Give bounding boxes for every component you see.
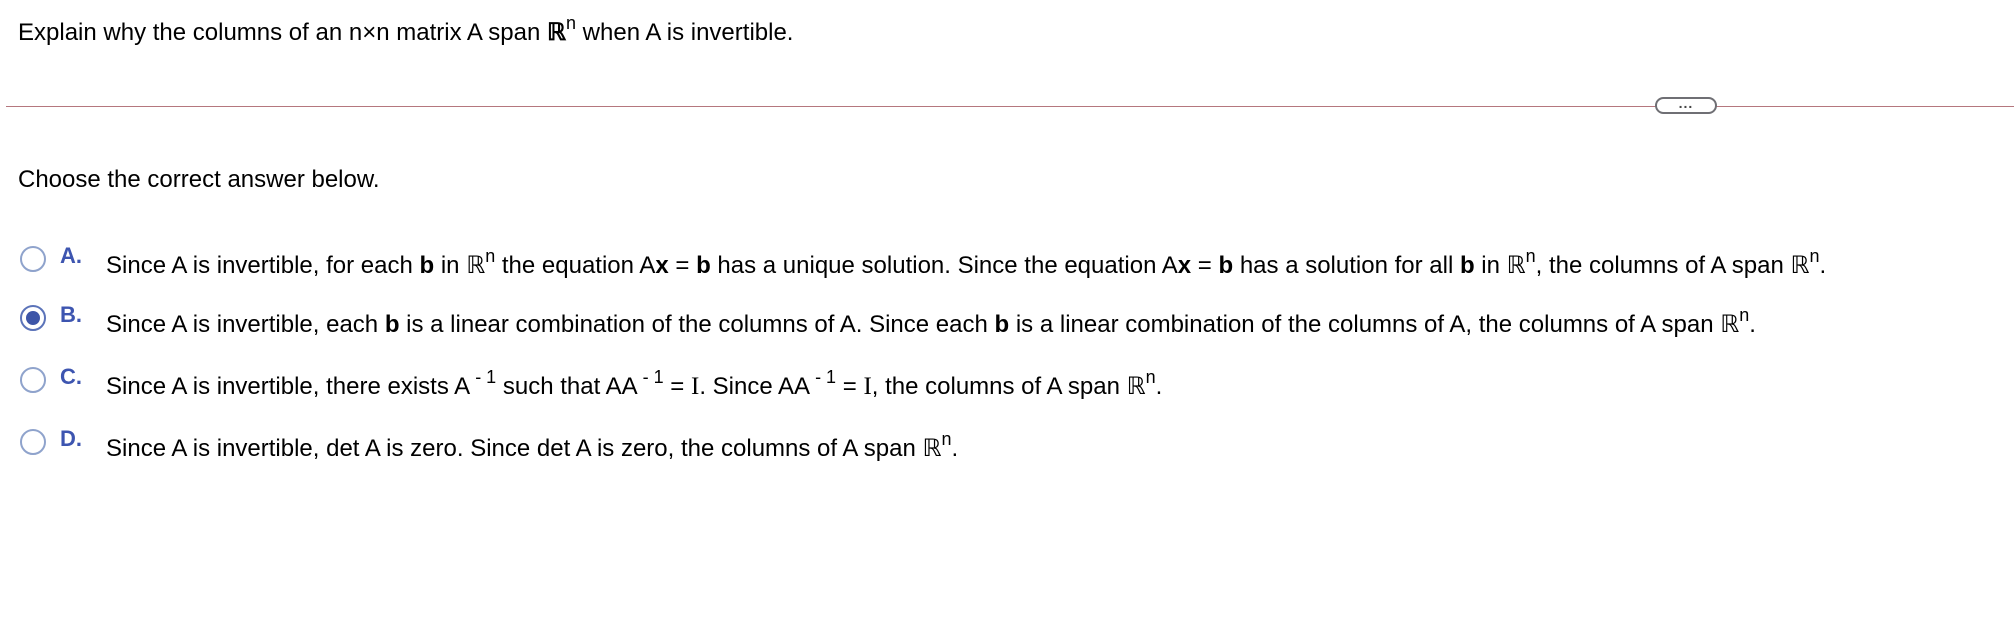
superscript-n: n xyxy=(1739,305,1750,325)
text-fragment: = xyxy=(663,373,691,400)
vector-b: b xyxy=(696,252,711,279)
text-fragment: Since A is invertible, each xyxy=(106,311,385,338)
option-text xyxy=(106,246,1827,280)
vector-x: x xyxy=(1177,252,1192,279)
vector-b: b xyxy=(1218,252,1234,279)
option-letter: D. xyxy=(60,426,82,451)
superscript-n: n xyxy=(1525,246,1536,266)
question-text-part: when A is invertible. xyxy=(576,19,794,46)
real-numbers-symbol: ℝ xyxy=(1720,311,1740,338)
radio-button-a[interactable] xyxy=(20,246,46,272)
radio-button-b[interactable] xyxy=(20,305,46,331)
superscript-n: n xyxy=(485,246,496,266)
text-fragment: = xyxy=(836,373,864,400)
text-fragment: = xyxy=(1191,252,1219,279)
vector-b: b xyxy=(419,252,435,279)
text-fragment: is a linear combination of the columns of A, the columns of A span xyxy=(1009,311,1721,338)
real-numbers-symbol: ℝ xyxy=(546,19,566,46)
real-numbers-symbol: ℝ xyxy=(1790,252,1810,279)
text-fragment: , the columns of A span xyxy=(871,373,1127,400)
text-fragment: has a solution for all xyxy=(1233,252,1460,279)
option-letter: A. xyxy=(60,243,82,268)
superscript-n: n xyxy=(1809,246,1820,266)
question-text-part: Explain why the columns of an n xyxy=(18,19,363,46)
superscript-inverse: - 1 xyxy=(470,367,497,387)
text-fragment: the equation A xyxy=(495,252,656,279)
vector-b: b xyxy=(994,311,1010,338)
text-fragment: . Since AA xyxy=(699,373,811,400)
text-fragment: is a linear combination of the columns of A. Since each xyxy=(399,311,995,338)
ellipsis-icon: ... xyxy=(1678,95,1694,111)
text-fragment: . xyxy=(1819,252,1827,279)
text-fragment: . xyxy=(1749,311,1756,338)
superscript-inverse: - 1 xyxy=(637,367,664,387)
vector-x: x xyxy=(655,252,669,279)
real-numbers-symbol: ℝ xyxy=(922,435,942,462)
text-fragment: has a unique solution. Since the equation A xyxy=(710,252,1178,279)
superscript-inverse: - 1 xyxy=(810,367,837,387)
text-fragment: Since A is invertible, there exists A xyxy=(106,373,471,400)
option-text xyxy=(106,367,1163,401)
text-fragment: Since A is invertible, det A is zero. Since det A is zero, the columns of A span xyxy=(106,435,923,462)
text-fragment: such that AA xyxy=(496,373,638,400)
text-fragment: , the columns of A span xyxy=(1535,252,1791,279)
text-fragment: . xyxy=(1155,373,1163,400)
text-fragment: = xyxy=(668,252,697,279)
more-options-button[interactable] xyxy=(1655,97,1717,114)
answer-prompt: Choose the correct answer below. xyxy=(18,166,380,193)
identity-matrix-symbol: I xyxy=(863,373,872,400)
option-text xyxy=(106,305,1756,339)
real-numbers-symbol: ℝ xyxy=(1506,252,1526,279)
text-fragment: in xyxy=(1474,252,1507,279)
text-fragment: Since A is invertible, for each xyxy=(106,252,420,279)
option-text xyxy=(106,429,959,463)
superscript-n: n xyxy=(1145,367,1156,387)
times-symbol: × xyxy=(362,19,377,46)
vector-b: b xyxy=(1459,252,1475,279)
real-numbers-symbol: ℝ xyxy=(466,252,486,279)
radio-button-c[interactable] xyxy=(20,367,46,393)
vector-b: b xyxy=(384,311,400,338)
question-text xyxy=(18,13,794,47)
identity-matrix-symbol: I xyxy=(691,373,700,400)
real-numbers-symbol: ℝ xyxy=(1126,373,1146,400)
superscript-n: n xyxy=(941,429,952,449)
text-fragment: in xyxy=(434,252,467,279)
text-fragment: . xyxy=(951,435,959,462)
question-text-part: n matrix A span xyxy=(376,19,547,46)
radio-button-d[interactable] xyxy=(20,429,46,455)
option-letter: C. xyxy=(60,364,82,389)
superscript-n: n xyxy=(566,13,577,33)
option-letter: B. xyxy=(60,302,82,327)
